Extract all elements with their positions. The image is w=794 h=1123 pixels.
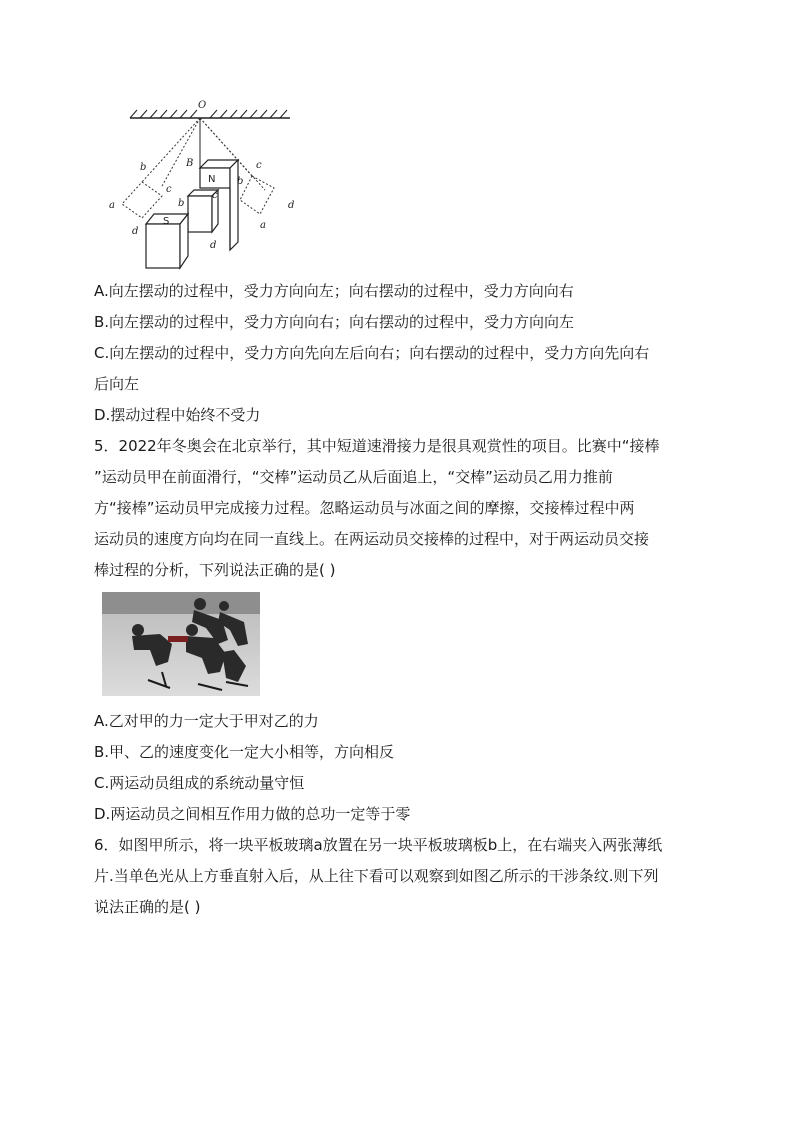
option-4c-continued: 后向左 — [94, 375, 140, 393]
option-4a: A.向左摆动的过程中，受力方向向左；向右摆动的过程中，受力方向向右 — [94, 282, 574, 300]
label-B: B — [186, 158, 194, 169]
label-a-right: a — [260, 220, 266, 231]
label-c-mid: c — [212, 190, 218, 201]
label-d-mid: d — [210, 240, 217, 251]
option-4b: B.向左摆动的过程中，受力方向向右；向右摆动的过程中，受力方向向左 — [94, 313, 575, 331]
question-5-text: 棒过程的分析，下列说法正确的是( ) — [94, 561, 336, 579]
option-5a: A.乙对甲的力一定大于甲对乙的力 — [94, 712, 319, 730]
label-b-mid: b — [178, 198, 185, 209]
option-5c: C.两运动员组成的系统动量守恒 — [94, 774, 305, 792]
label-b-left: b — [140, 162, 147, 173]
question-5-text: 5．2022年冬奥会在北京举行，其中短道速滑接力是很具观赏性的项目。比赛中“接棒 — [94, 437, 660, 455]
label-a-left: a — [109, 200, 115, 211]
question-6-text: 说法正确的是( ) — [94, 898, 201, 916]
label-b-right: b — [237, 176, 244, 187]
label-c-left: c — [166, 184, 172, 195]
question-5-text: 运动员的速度方向均在同一直线上。在两运动员交接棒的过程中，对于两运动员交接 — [94, 530, 650, 548]
question-5-text: ”运动员甲在前面滑行，“交棒”运动员乙从后面追上，“交棒”运动员乙用力推前 — [94, 468, 613, 486]
option-5b: B.甲、乙的速度变化一定大小相等，方向相反 — [94, 743, 395, 761]
magnet-pendulum-diagram — [100, 96, 310, 272]
label-c-right: c — [256, 160, 262, 171]
label-N: N — [208, 174, 216, 185]
option-4c: C.向左摆动的过程中，受力方向先向左后向右；向右摆动的过程中，受力方向先向右 — [94, 344, 650, 362]
option-5d: D.两运动员之间相互作用力做的总功一定等于零 — [94, 805, 411, 823]
option-4d: D.摆动过程中始终不受力 — [94, 406, 261, 424]
label-d-left: d — [132, 226, 139, 237]
question-6-text: 6．如图甲所示，将一块平板玻璃a放置在另一块平板玻璃板b上，在右端夹入两张薄纸 — [94, 836, 663, 854]
question-5-text: 方“接棒”运动员甲完成接力过程。忽略运动员与冰面之间的摩擦，交接棒过程中两 — [94, 499, 635, 517]
label-d-right: d — [288, 200, 295, 211]
question-6-text: 片.当单色光从上方垂直射入后，从上往下看可以观察到如图乙所示的干涉条纹.则下列 — [94, 867, 659, 885]
label-S: S — [163, 216, 170, 227]
label-O: O — [198, 100, 207, 111]
speed-skating-photo — [102, 592, 260, 696]
